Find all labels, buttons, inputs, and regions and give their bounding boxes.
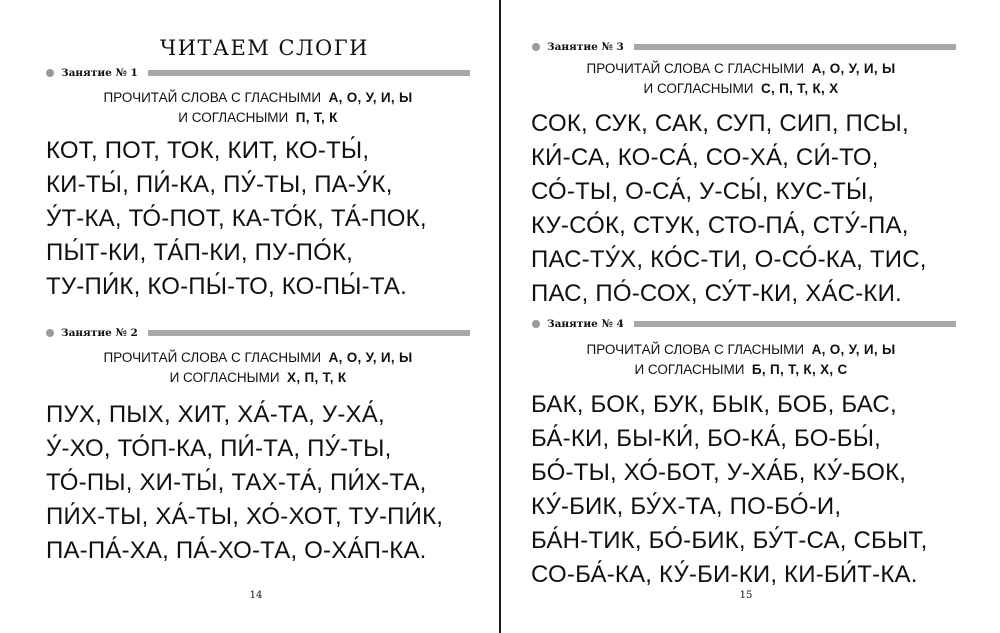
right-page [501,0,1000,633]
lesson-3-words [531,107,927,311]
word-line: ТО́-ПЫ, ХИ-ТЫ́, ТАХ-ТА́, ПИ́Х-ТА, [46,469,427,496]
lesson-4-words [531,388,927,592]
lesson-1-header [46,66,470,80]
word-line: КУ-СО́К, СТУК, СТО-ПА́, СТУ́-ПА, [531,212,909,239]
bullet-dot-icon [46,329,54,337]
page-number: 14 [249,590,263,601]
word-line: У́-ХО, ТО́П-КА, ПИ́-ТА, ПУ́-ТЫ, [46,435,392,462]
page-title: ЧИТАЕМ СЛОГИ [160,36,369,60]
lesson-1-words [46,134,427,304]
word-line: ПЫ́Т-КИ, ТА́П-КИ, ПУ-ПО́К, [46,239,354,266]
word-line: У́Т-КА, ТО́-ПОТ, КА-ТО́К, ТА́-ПОК, [46,205,427,232]
word-line: ПИ́Х-ТЫ, ХА́-ТЫ, ХО́-ХОТ, ТУ-ПИ́К, [46,503,444,530]
instruction-text: ПРОЧИТАЙ СЛОВА С ГЛАСНЫМИ [103,350,322,365]
word-line: БАК, БОК, БУК, БЫК, БОБ, БАС, [531,391,897,418]
word-line: КОТ, ПОТ, ТОК, КИТ, КО-ТЫ́, [46,137,370,164]
bullet-dot-icon [532,43,540,51]
lesson-4-instructions [529,340,953,380]
vowels-list: А, О, У, И, Ы [811,61,896,76]
page-number: 15 [739,590,753,601]
bullet-dot-icon [46,69,54,77]
consonants-list: С, П, Т, К, Х [760,81,839,96]
word-line: ПА-ПА́-ХА, ПА́-ХО-ТА, О-ХА́П-КА. [46,537,427,564]
lesson-2-header [46,326,470,340]
word-line: ПАС-ТУ́Х, КО́С-ТИ, О-СО́-КА, ТИС, [531,246,927,273]
lesson-3-instructions [529,59,953,99]
lesson-3-header [532,40,956,54]
word-line: ПУХ, ПЫХ, ХИТ, ХА́-ТА, У-ХА́, [46,401,385,428]
word-line: БО́-ТЫ, ХО́-БОТ, У-ХА́Б, КУ́-БОК, [531,459,907,486]
header-rule [148,70,470,76]
lesson-1-label: Занятие № 1 [61,67,138,79]
instruction-text: ПРОЧИТАЙ СЛОВА С ГЛАСНЫМИ [586,342,805,357]
word-line: СО-БА́-КА, КУ́-БИ-КИ, КИ-БИ́Т-КА. [531,561,918,588]
word-line: ТУ-ПИ́К, КО-ПЫ́-ТО, КО-ПЫ́-ТА. [46,273,407,300]
lesson-2-words [46,398,443,568]
instruction-text: ПРОЧИТАЙ СЛОВА С ГЛАСНЫМИ [103,90,322,105]
consonants-list: Б, П, Т, К, Х, С [751,362,848,377]
word-line: СО́-ТЫ, О-СА́, У-СЫ́, КУС-ТЫ́, [531,178,875,205]
left-page [0,0,499,633]
word-line: КИ́-СА, КО-СА́, СО-ХА́, СИ́-ТО, [531,144,879,171]
header-rule [634,44,956,50]
consonants-list: П, Т, К [295,110,338,125]
vowels-list: А, О, У, И, Ы [328,350,413,365]
instruction-text: ПРОЧИТАЙ СЛОВА С ГЛАСНЫМИ [586,61,805,76]
lesson-1-instructions [46,88,470,128]
lesson-4-label: Занятие № 4 [547,318,624,330]
lesson-2-label: Занятие № 2 [61,327,138,339]
lesson-4-header [532,317,956,331]
header-rule [634,321,956,327]
lesson-3-label: Занятие № 3 [547,41,624,53]
word-line: ПАС, ПО́-СОХ, СУ́Т-КИ, ХА́С-КИ. [531,280,902,307]
instruction-text: И СОГЛАСНЫМИ [178,110,289,125]
instruction-text: И СОГЛАСНЫМИ [634,362,745,377]
word-line: СОК, СУК, САК, СУП, СИП, ПСЫ, [531,110,909,137]
lesson-2-instructions [46,348,470,388]
bullet-dot-icon [532,320,540,328]
instruction-text: И СОГЛАСНЫМИ [169,370,280,385]
vowels-list: А, О, У, И, Ы [328,90,413,105]
header-rule [148,330,470,336]
word-line: БА́-КИ, БЫ-КИ́, БО-КА́, БО-БЫ́, [531,425,882,452]
word-line: КУ́-БИК, БУ́Х-ТА, ПО-БО́-И, [531,493,842,520]
word-line: КИ-ТЫ́, ПИ́-КА, ПУ́-ТЫ, ПА-У́К, [46,171,393,198]
instruction-text: И СОГЛАСНЫМИ [643,81,754,96]
word-line: БА́Н-ТИК, БО́-БИК, БУ́Т-СА, СБЫТ, [531,527,928,554]
consonants-list: Х, П, Т, К [287,370,347,385]
vowels-list: А, О, У, И, Ы [811,342,896,357]
